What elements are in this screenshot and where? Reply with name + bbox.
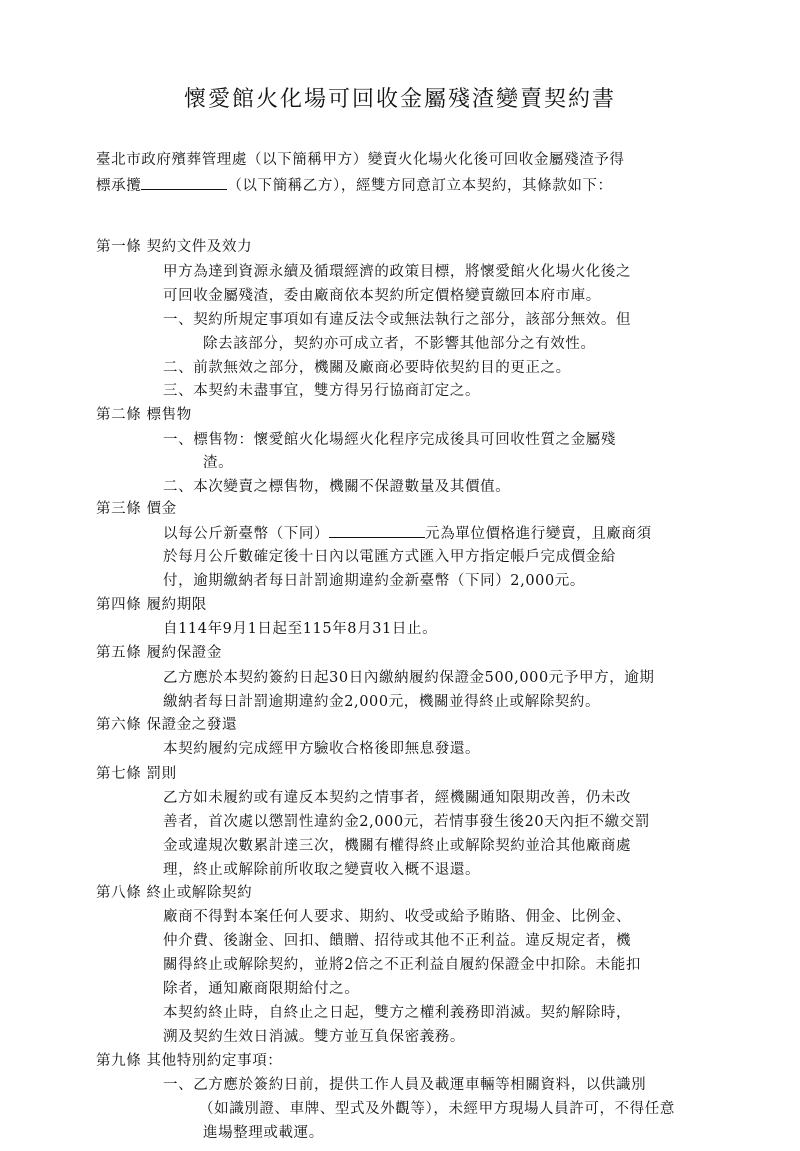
- intro-line-2: [96, 175, 613, 196]
- article-1-heading: 第一條 契約文件及效力: [96, 239, 253, 255]
- article-1-item-1: 一、契約所規定事項如有違反法令或無法執行之部分，該部分無效。但: [163, 312, 632, 328]
- article-2-item-1: 一、標售物：懷愛館火化場經火化程序完成後具可回收性質之金屬殘: [163, 432, 616, 448]
- article-8-line: 本契約終止時，自終止之日起，雙方之權利義務即消滅。契約解除時，: [163, 1005, 632, 1021]
- article-8-line: 關得終止或解除契約，並將2倍之不正利益自履約保證金中扣除。未能扣: [163, 957, 641, 973]
- article-5-heading: 第五條 履約保證金: [96, 645, 223, 661]
- article-9-item-1-cont: 進場整理或載運。: [203, 1125, 324, 1141]
- article-7-line: 乙方如未履約或有違反本契約之情事者，經機關通知限期改善，仍未改: [163, 790, 632, 806]
- article-7-line: 金或違規次數累計達三次，機關有權得終止或解除契約並洽其他廠商處: [163, 838, 632, 854]
- intro-line-1: 臺北市政府殯葬管理處（以下簡稱甲方）變賣火化場火化後可回收金屬殘渣予得: [96, 152, 625, 168]
- article-2-heading: 第二條 標售物: [96, 407, 192, 423]
- price-text-b: 元為單位價格進行變賣，且廠商須: [425, 526, 652, 542]
- article-3-heading: 第三條 價金: [96, 501, 177, 517]
- article-1-item-3: 三、本契約未盡事宜，雙方得另行協商訂定之。: [163, 383, 481, 399]
- article-3-line-1: [163, 523, 652, 544]
- article-3-line: 於每月公斤數確定後十日內以電匯方式匯入甲方指定帳戶完成價金給: [163, 549, 616, 565]
- article-1-line: 可回收金屬殘渣，委由廠商依本契約所定價格變賣繳回本府市庫。: [163, 288, 601, 304]
- document-title: 懷愛館火化場可回收金屬殘渣變賣契約書: [183, 87, 616, 112]
- article-8-line: 仲介費、後謝金、回扣、饋贈、招待或其他不正利益。違反規定者，機: [163, 933, 632, 949]
- article-2-item-1-cont: 渣。: [203, 455, 234, 471]
- article-2-item-2: 二、本次變賣之標售物，機關不保證數量及其價值。: [163, 479, 511, 495]
- article-5-line: 乙方應於本契約簽約日起30日內繳納履約保證金500,000元予甲方，逾期: [163, 670, 655, 686]
- bidder-name-blank: [141, 175, 227, 190]
- article-1-line: 甲方為達到資源永續及循環經濟的政策目標，將懷愛館火化場火化後之: [163, 264, 632, 280]
- article-8-line: 廠商不得對本案任何人要求、期約、收受或給予賄賂、佣金、比例金、: [163, 909, 632, 925]
- article-7-heading: 第七條 罰則: [96, 766, 177, 782]
- article-9-item-1-cont: （如識別證、車牌、型式及外觀等），未經甲方現場人員許可，不得任意: [199, 1101, 675, 1117]
- intro-text-b: （以下簡稱乙方），經雙方同意訂立本契約，其條款如下：: [227, 178, 613, 194]
- unit-price-blank: [329, 523, 425, 538]
- article-5-line: 繳納者每日計罰逾期違約金2,000元，機關並得終止或解除契約。: [163, 694, 601, 710]
- intro-text-a: 標承攬: [96, 178, 142, 194]
- article-6-heading: 第六條 保證金之發還: [96, 717, 238, 733]
- article-1-item-2: 二、前款無效之部分，機關及廠商必要時依契約目的更正之。: [163, 360, 571, 376]
- article-4-line: 自114年9月1日起至115年8月31日止。: [163, 621, 438, 637]
- article-3-line: 付，逾期繳納者每日計罰逾期違約金新臺幣（下同）2,000元。: [163, 573, 586, 589]
- article-6-line: 本契約履約完成經甲方驗收合格後即無息發還。: [163, 741, 481, 757]
- article-8-heading: 第八條 終止或解除契約: [96, 885, 253, 901]
- price-text-a: 以每公斤新臺幣（下同）: [163, 526, 330, 542]
- article-8-line: 溯及契約生效日消滅。雙方並互負保密義務。: [163, 1029, 465, 1045]
- article-9-heading: 第九條 其他特別約定事項：: [96, 1053, 283, 1069]
- article-1-item-1-cont: 除去該部分，契約亦可成立者，不影響其他部分之有效性。: [203, 336, 596, 352]
- article-8-line: 除者，通知廠商限期給付之。: [163, 981, 360, 997]
- article-9-item-1: 一、乙方應於簽約日前，提供工作人員及載運車輛等相關資料，以供識別: [163, 1077, 647, 1093]
- article-4-heading: 第四條 履約期限: [96, 597, 207, 613]
- article-7-line: 理，終止或解除前所收取之變賣收入概不退還。: [163, 862, 481, 878]
- article-7-line: 善者，首次處以懲罰性違約金2,000元，若情事發生後20天內拒不繳交罰: [163, 814, 650, 830]
